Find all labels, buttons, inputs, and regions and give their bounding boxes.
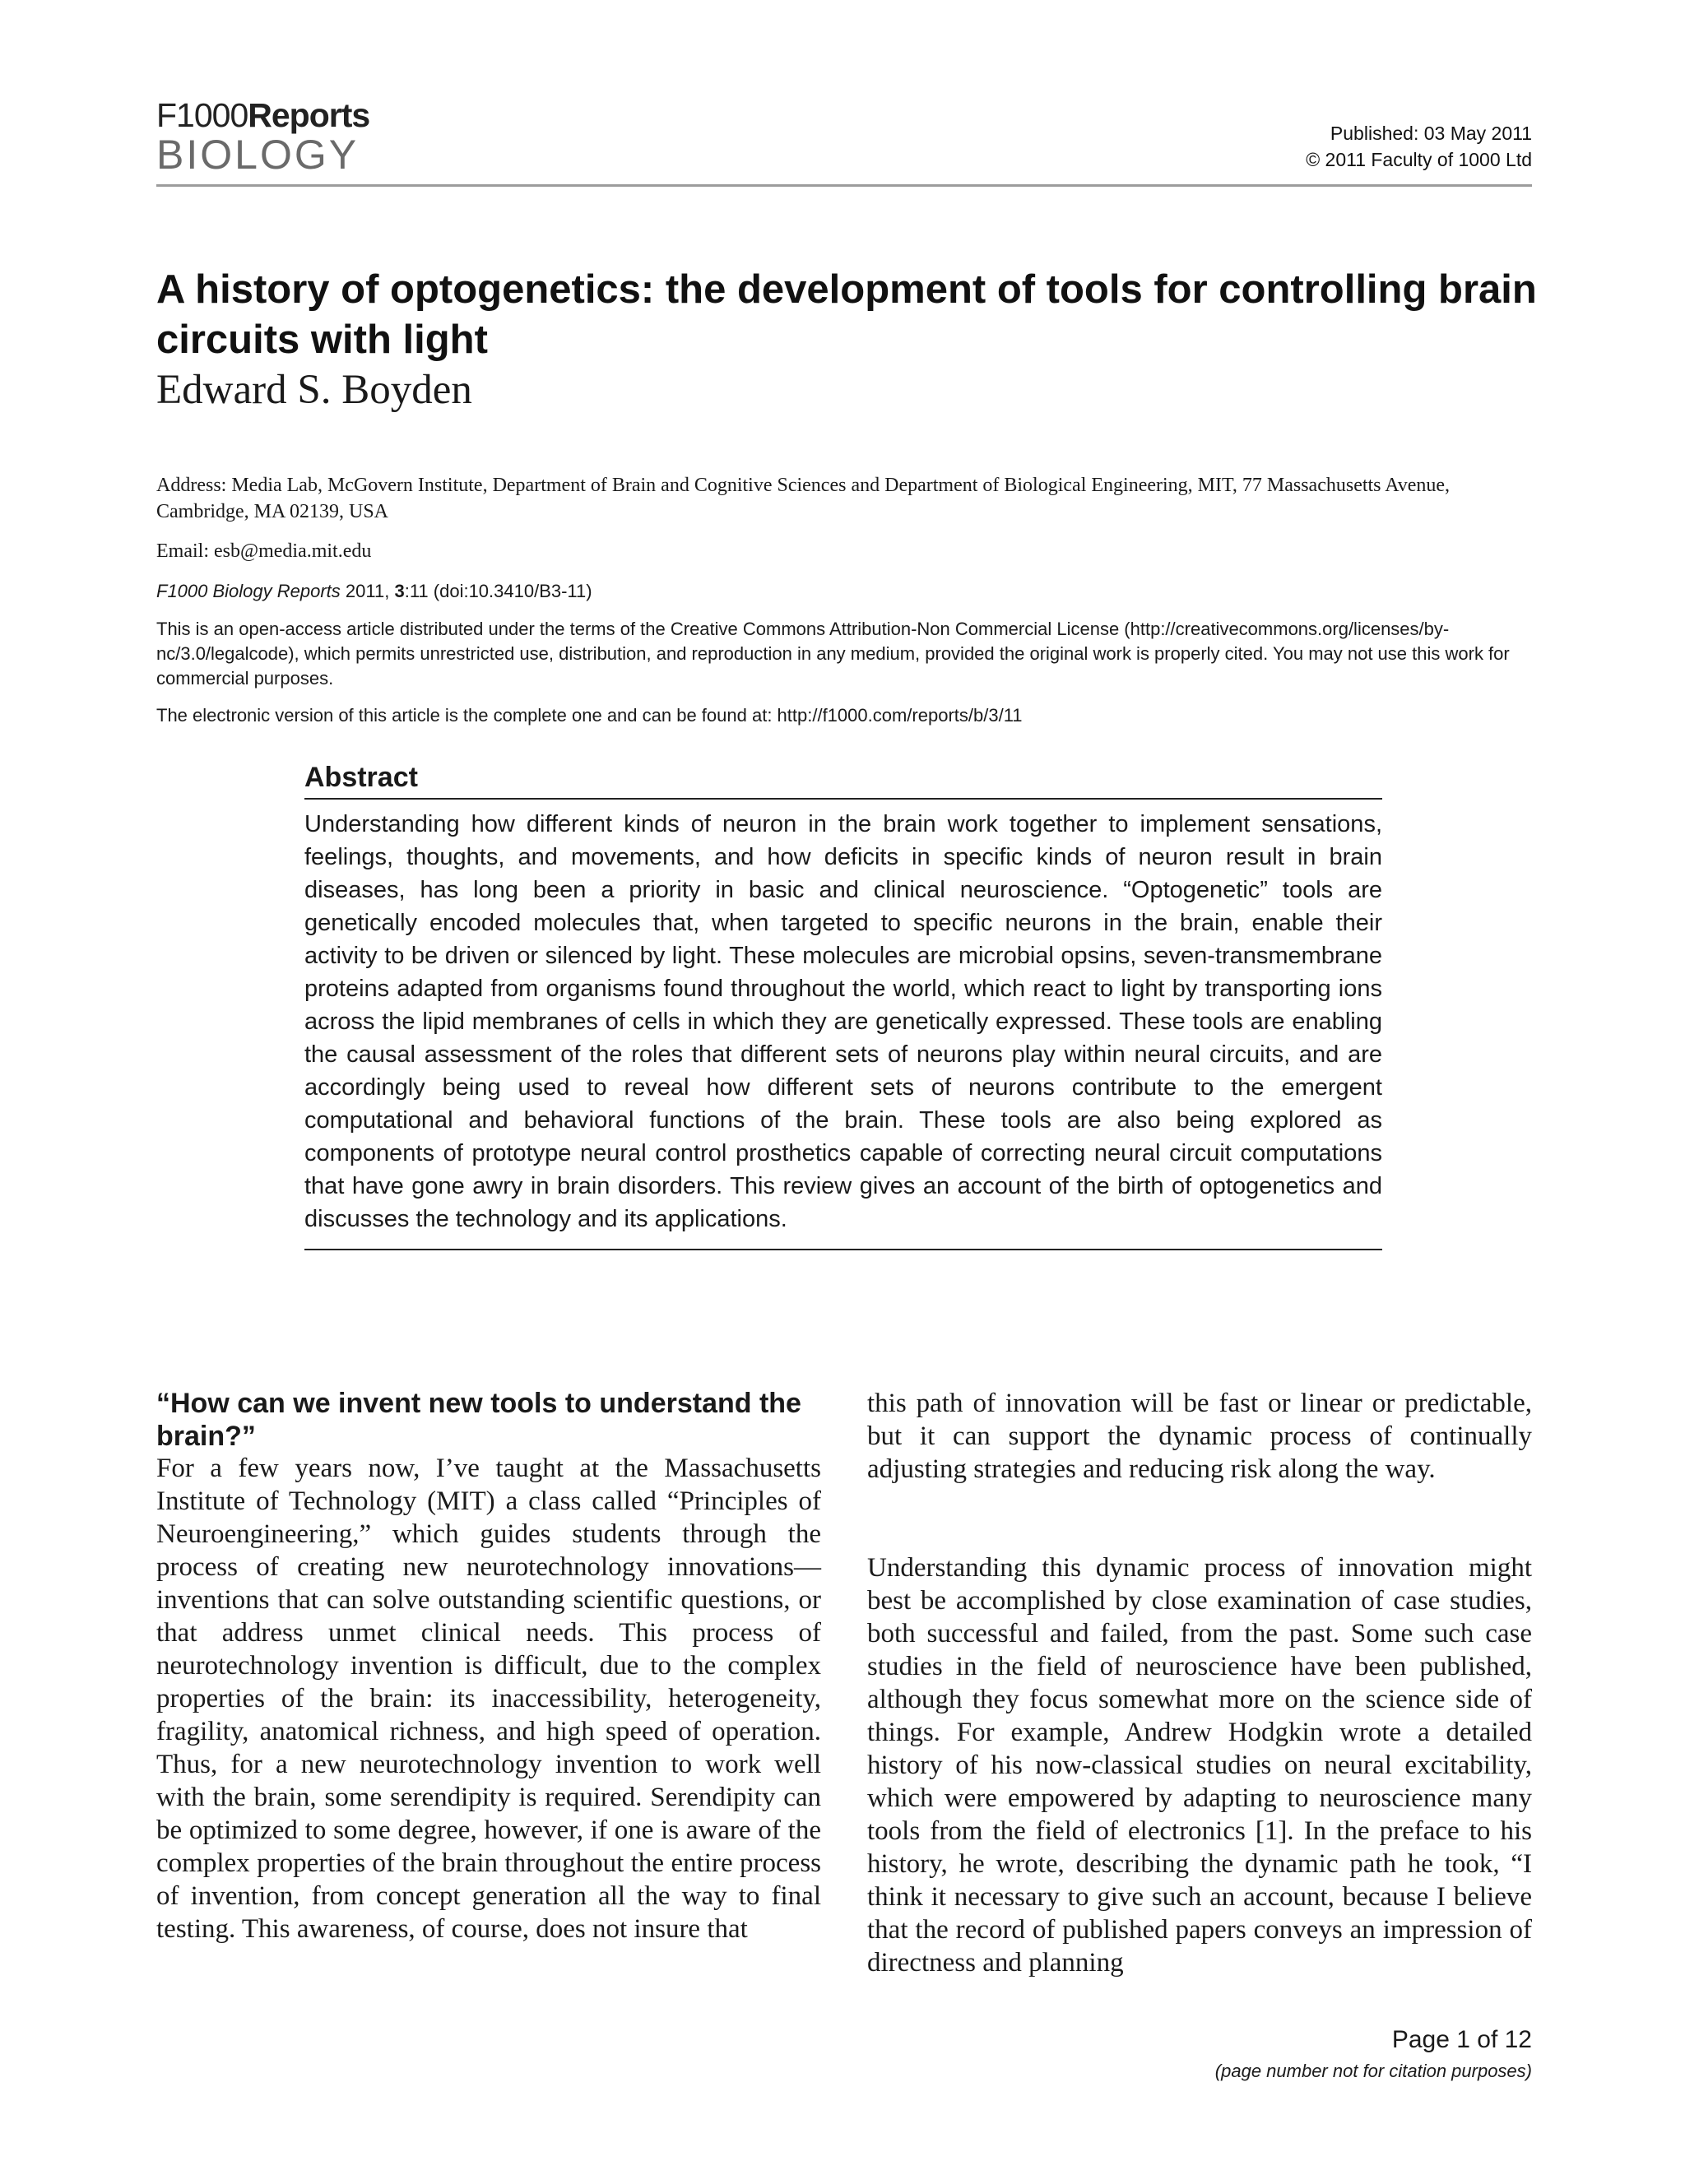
article-citation [156, 579, 592, 604]
citation-year: 2011, [340, 581, 395, 601]
logo-biology: BIOLOGY [156, 132, 360, 178]
journal-logo [156, 97, 428, 176]
abstract-text: Understanding how different kinds of neuron in the brain work together to implement sensations, feelings, thoughts, and movements, and how deficits in specific kinds of neuron result in brain diseases, has long been a priority in basic and clinical neuroscience. “Optogenetic” tools are genetically encoded molecules that, when targeted to specific neurons in the brain, enable their activity to be driven or silenced by light. These molecules are microbial opsins, seven-transmembrane proteins adapted from organisms found throughout the world, which react to light by transporting ions across the lipid membranes of cells in which they are genetically expressed. These tools are enabling the causal assessment of the roles that different sets of neurons play within neural circuits, and are accordingly being used to reveal how different sets of neurons contribute to the emergent computational and behavioral functions of the brain. These tools are also being explored as components of prototype neural control prosthetics capable of correcting neural circuit computations that have gone awry in brain disorders. This review gives an account of the birth of optogenetics and discusses the technology and its applications. [304, 811, 1382, 1232]
logo-wordmark-top [156, 97, 428, 133]
body-right-column-paragraph-1: this path of innovation will be fast or linear or predictable, but it can support the dynamic process of continually adjusting strategies and reducing risk along the way. [867, 1389, 1532, 1484]
abstract-bottom-rule [304, 1249, 1382, 1250]
header-divider [156, 184, 1532, 187]
author-address: Address: Media Lab, McGovern Institute, Department of Brain and Cognitive Sciences and Department of Biological Engineering, MIT, 77 Massachusetts Avenue, Cambridge, MA 02139, USA [156, 475, 1451, 522]
page-number-note: (page number not for citation purposes) [1214, 2061, 1532, 2081]
section-heading: “How can we invent new tools to understand the brain?” [156, 1388, 801, 1452]
author-email[interactable]: Email: esb@media.mit.edu [156, 540, 372, 562]
citation-doi: :11 (doi:10.3410/B3-11) [404, 581, 592, 601]
publication-info [1306, 120, 1532, 173]
logo-f1000: F1000 [156, 96, 248, 134]
abstract-heading: Abstract [304, 762, 418, 793]
body-right-column-paragraph-2: Understanding this dynamic process of innovation might best be accomplished by close examination of case studies, both successful and failed, from the past. Some such case studies in the field of neuroscience have been published, although they focus somewhat more on the science side of things. For example, Andrew Hodgkin wrote a detailed history of his now-classical studies on neural excitability, which were empowered by adapting to neuroscience many tools from the field of electronics [1]. In the preface to his history, he wrote, describing the dynamic path he took, “I think it necessary to give such an account, because I believe that the record of published papers conveys an impression of directness and planning [867, 1553, 1532, 1978]
copyright-notice: © 2011 Faculty of 1000 Ltd [1306, 149, 1532, 170]
article-author: Edward S. Boyden [156, 367, 472, 413]
license-statement: This is an open-access article distributed under the terms of the Creative Commons Attribution-Non Commercial License (http://creativecommons.org/licenses/by-nc/3.0/legalcode), which permits unrestricted use, distribution, and reproduction in any medium, provided the original work is properly cited. You may not use this work for commercial purposes. [156, 619, 1510, 689]
abstract-top-rule [304, 798, 1382, 800]
electronic-version-note: The electronic version of this article is the complete one and can be found at: http://f1000.com/reports/b/3/11 [156, 705, 1023, 726]
page-number: Page 1 of 12 [1391, 2026, 1532, 2053]
article-title: A history of optogenetics: the development of tools for controlling brain circuits with light [156, 267, 1537, 362]
body-left-column-paragraph: For a few years now, I’ve taught at the Massachusetts Institute of Technology (MIT) a class called “Principles of Neuroengineering,” which guides students through the process of creating new neurotechnology innovations—inventions that can solve outstanding scientific questions, or that address unmet clinical needs. This process of neurotechnology invention is difficult, due to the complex properties of the brain: its inaccessibility, heterogeneity, fragility, anatomical richness, and high speed of operation. Thus, for a new neurotechnology invention to work well with the brain, some serendipity is required. Serendipity can be optimized to some degree, however, if one is aware of the complex properties of the brain throughout the entire process of invention, from concept generation all the way to final testing. This awareness, of course, does not insure that [156, 1454, 821, 1944]
citation-journal: F1000 Biology Reports [156, 581, 341, 601]
logo-reports: Reports [248, 96, 370, 134]
published-date: Published: 03 May 2011 [1330, 123, 1532, 144]
citation-volume: 3 [394, 581, 405, 601]
